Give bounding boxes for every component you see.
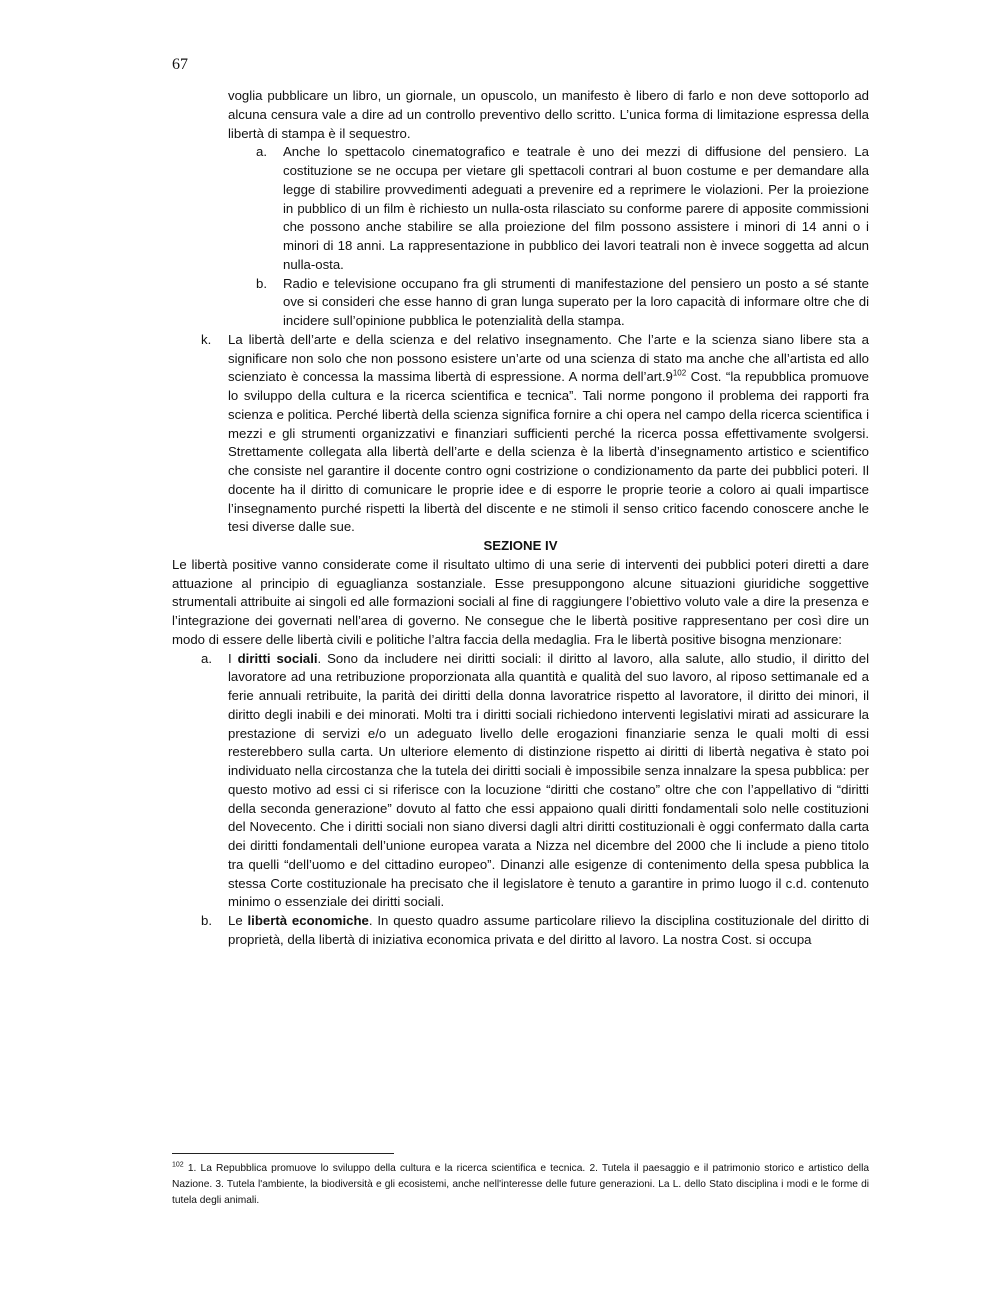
list-marker: a.: [201, 650, 212, 666]
list-item-text: Anche lo spettacolo cinematografico e teatrale è uno dei mezzi di diffusione del pensiero. La costituzione se ne occupa per vietare gli spettacoli contrari al buon costume e per demandare alla legge di stabilire provvedimenti adeguati a prevenire ed a reprimere le violazioni. Per la proiezione in pubblico di un film è richiesto un nulla-osta rilasciato su conforme parere di apposite commissioni che possono anche stabilire se alla proiezione del film possono assistere i minori di 14 anni o i minori di 18 anni. La rappresentazione in pubblico dei lavori teatrali non è invece soggetta ad alcun nulla-osta.: [283, 144, 869, 272]
item-bold-term: diritti sociali: [237, 650, 318, 666]
footnote: [172, 1161, 869, 1209]
list-item-text: [228, 650, 869, 913]
list-item-text: [228, 331, 869, 537]
list-item-b: [172, 275, 869, 331]
footnote-text: 1. La Repubblica promuove lo sviluppo della cultura e la ricerca scientifica e tecnica. 2. Tutela il paesaggio e il patrimonio storico e artistico della Nazione. 3. Tutela l'ambiente, la biodiversità e gli ecosistemi, anche nell'interesse delle future generazioni. La L. dello Stato disciplina i modi e le forme di tutela degli animali.: [172, 1163, 869, 1206]
list-marker: k.: [201, 331, 212, 347]
item-k-text-start: La libertà dell’arte e della scienza e del relativo insegnamento. Che l’arte e la scienza siano libere sta a significare non solo che non possono esistere un’arte od una scienza di stato ma anche che all’artista ed allo scienziato è concessa la massima libertà di espressione. A norma dell’art.9: [228, 331, 869, 385]
list-item-k: [172, 331, 869, 537]
list-marker: a.: [256, 144, 267, 160]
section-list-item-b: [172, 912, 869, 950]
footnote-reference[interactable]: 102: [672, 368, 687, 378]
list-item-text: [228, 912, 869, 950]
footnote-divider: [172, 1153, 394, 1154]
item-body: . Sono da includere nei diritti sociali: il diritto al lavoro, alla salute, allo studio, il diritto del lavoratore ad una retribuzione proporzionata alla quantità e qualità del suo lavoro, al riposo settimanale ed a ferie annuali retribuite, la parità dei diritti della donna lavoratrice rispetto al lavoratore, il diritto dei minori, il diritto degli inabili e dei minorati. Molti tra i diritti sociali richiedono interventi legislativi mirati ad assicurare la prestazione di servizi e/o un adeguato livello delle erogazioni finanziarie senza le quali molti di essi resterebbero sulla carta. Un ulteriore elemento di distinzione rispetto ai diritti di libertà negativa è stato poi individuato nella circostanza che la tutela dei diritti sociali è impossibile senza innalzare la spesa pubblica: per questo motivo ad essi ci si riferisce con la locuzione “diritti che costano” oltre che con l’appellativo di “diritti della seconda generazione” dovuto al fatto che essi appaiono quali diritti fondamentali solo nelle costituzioni del Novecento. Che i diritti sociali non siano diversi dagli altri diritti costituzionali è oggi confermato dalla carta dei diritti fondamentali dell’unione europea varata a Nizza nel dicembre del 2000 che li include a pieno titolo tra quelli “dell’uomo e del cittadino europeo”. Dinanzi alle esigenze di contenimento della spesa pubblica la stessa Corte costituzionale ha precisato che il legislatore è tenuto a garantire in primo luogo il c.d. contenuto minimo o essenziale dei diritti sociali.: [228, 650, 870, 910]
list-marker: b.: [201, 913, 212, 928]
item-lead: Le: [228, 913, 248, 928]
intro-paragraph: voglia pubblicare un libro, un giornale, un opuscolo, un manifesto è libero di farlo e non deve sottoporlo ad alcuna censura vale a dire ad un controllo preventivo dello scritto. L’unica forma di limitazione espressa della libertà di stampa è il sequestro.: [228, 88, 869, 141]
page-number: 67: [172, 56, 188, 73]
section-heading: SEZIONE IV: [483, 538, 558, 553]
item-body: . In questo quadro assume particolare rilievo la disciplina costituzionale del diritto di proprietà, della libertà di iniziativa economica privata e del diritto al lavoro. La nostra Cost. si occupa: [228, 913, 869, 947]
item-lead: I: [228, 650, 238, 666]
list-marker: b.: [256, 275, 267, 291]
section-list-item-a: [172, 650, 869, 913]
item-bold-term: libertà economiche: [247, 913, 369, 928]
list-item-text: Radio e televisione occupano fra gli strumenti di manifestazione del pensiero un posto a sé stante ove si consideri che esse hanno di gran lunga superato per la loro capacità di informare oltre che di incidere sull’opinione pubblica le potenzialità della stampa.: [283, 275, 869, 328]
footnote-number: 102: [172, 1161, 184, 1169]
list-item-a: [172, 143, 869, 274]
item-k-text-end: Cost. “la repubblica promuove lo sviluppo della cultura e la ricerca scientifica e tecnica”. Tali norme pongono il problema dei rapporti fra scienza e politica. Perché libertà della scienza significa fornire a chi opera nel campo della ricerca scientifica i mezzi e gli strumenti organizzativi e finanziari sufficienti perché la ricerca possa effettivamente svolgersi. Strettamente collegata alla libertà dell’arte e della scienza è la libertà d’insegnamento artistico e scientifico che consiste nel garantire il docente contro ogni costrizione o condizionamento da parte dei pubblici poteri. Il docente ha il diritto di comunicare le proprie idee e di esporre le proprie teorie a coloro ai quali impartisce l’insegnamento purché rispetti la libertà del discente e ne stimoli il senso critico facendo conoscere anche le tesi diverse dalle sue.: [228, 369, 869, 535]
body-text: [172, 87, 869, 950]
section-paragraph: Le libertà positive vanno considerate come il risultato ultimo di una serie di interventi dei pubblici poteri diretti a dare attuazione al principio di eguaglianza sostanziale. Esse presuppongono alcune situazioni giuridiche soggettive strumentali attribuite ai singoli ed alle formazioni sociali al fine di raggiungere l’obiettivo voluto vale a dire la presenza e l’integrazione dei governati nell’area di governo. Ne consegue che le libertà positive rappresentano per così dire un modo di essere delle libertà civili e politiche l’altra faccia della medaglia. Fra le libertà positive bisogna menzionare:: [172, 556, 869, 647]
